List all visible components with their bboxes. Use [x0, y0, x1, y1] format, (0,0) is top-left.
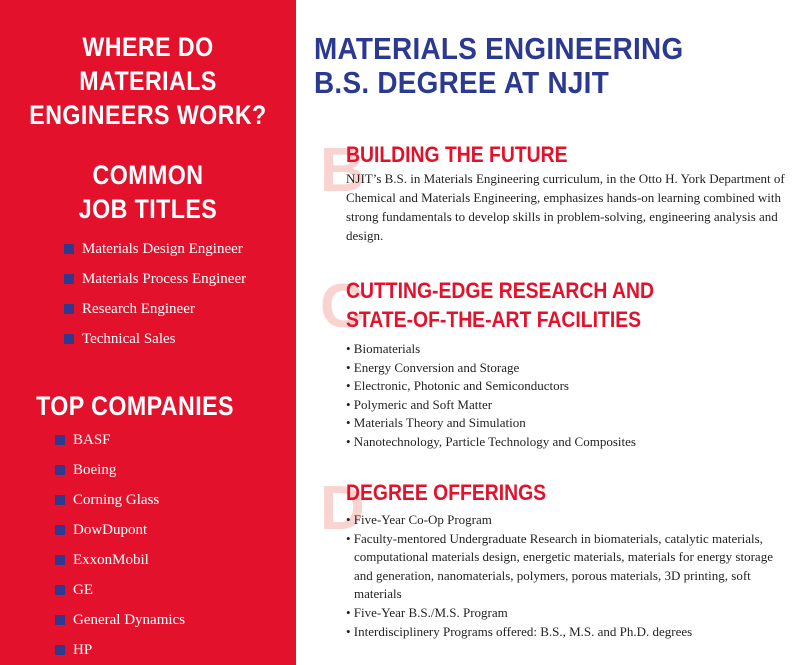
square-bullet-icon [55, 465, 65, 475]
job-title: Materials Design Engineer [82, 240, 243, 257]
research-list [346, 340, 790, 452]
square-bullet-icon [64, 244, 74, 254]
where-work-heading [21, 30, 276, 132]
section-degree-offerings [320, 474, 790, 641]
list-item [55, 545, 185, 575]
list-item [55, 635, 185, 665]
square-bullet-icon [55, 495, 65, 505]
company-name: Boeing [73, 461, 117, 478]
job-titles-heading [21, 158, 276, 226]
list-item: • Five-Year Co-Op Program [346, 512, 492, 527]
company-name: DowDupont [73, 521, 148, 538]
job-title: Materials Process Engineer [82, 270, 247, 287]
square-bullet-icon [64, 304, 74, 314]
section-heading [346, 276, 737, 334]
list-item [55, 485, 185, 515]
top-companies-heading: TOP COMPANIES [36, 391, 234, 421]
page-title [314, 32, 746, 100]
list-item: • Electronic, Photonic and Semiconductors [346, 378, 569, 394]
title-line: MATERIALS ENGINEERING [314, 31, 684, 66]
heading-line: MATERIALS [79, 66, 217, 96]
list-item: • Polymeric and Soft Matter [346, 396, 493, 412]
square-bullet-icon [64, 334, 74, 344]
section-building-future [320, 136, 790, 245]
drop-letter: D [320, 474, 365, 543]
list-item: • Energy Conversion and Storage [346, 359, 520, 375]
list-item [55, 425, 185, 455]
list-item: • Nanotechnology, Particle Technology and Composites [346, 433, 636, 449]
list-item [64, 324, 246, 354]
list-item: • Materials Theory and Simulation [346, 415, 526, 431]
square-bullet-icon [55, 525, 65, 535]
list-item: • Five-Year B.S./M.S. Program [346, 604, 508, 620]
job-titles-list [64, 234, 246, 354]
square-bullet-icon [55, 615, 65, 625]
company-name: HP [73, 641, 93, 658]
company-name: BASF [73, 431, 111, 448]
sidebar-panel [0, 0, 296, 665]
degree-list [346, 511, 790, 641]
main-content [296, 0, 796, 665]
heading-line: COMMON [92, 160, 204, 190]
job-title: Research Engineer [82, 300, 195, 317]
square-bullet-icon [55, 555, 65, 565]
drop-letter: C [320, 272, 365, 341]
company-name: Corning Glass [73, 491, 160, 508]
square-bullet-icon [55, 435, 65, 445]
list-item [64, 264, 246, 294]
list-item: • Faculty-mentored Undergraduate Research in biomaterials, catalytic materials, computational materials design, energetic materials, materials for energy storage and generation, nanomaterials, polymers, porous materials, 3D printing, soft materials [346, 530, 773, 602]
list-item [55, 605, 185, 635]
title-line: B.S. DEGREE AT NJIT [314, 65, 610, 100]
square-bullet-icon [64, 274, 74, 284]
list-item: • Biomaterials [346, 341, 421, 356]
section-body: NJIT’s B.S. in Materials Engineering curriculum, in the Otto H. York Department of Chemical and Materials Engineering, emphasizes hands-on learning combined with strong fundamentals to develop skills in problem-solving, engineering analysis and design. [346, 171, 785, 243]
list-item [55, 455, 185, 485]
heading-line: BUILDING THE FUTURE [346, 142, 568, 167]
list-item [64, 234, 246, 264]
heading-line: DEGREE OFFERINGS [346, 480, 547, 505]
section-heading [346, 140, 737, 169]
drop-letter: B [320, 136, 365, 205]
companies-list [55, 425, 185, 665]
list-item [55, 575, 185, 605]
heading-line: ENGINEERS WORK? [29, 100, 267, 130]
square-bullet-icon [55, 585, 65, 595]
heading-line: JOB TITLES [78, 194, 218, 224]
company-name: GE [73, 581, 93, 598]
job-title: Technical Sales [82, 330, 176, 347]
list-item: • Interdisciplinery Programs offered: B.S., M.S. and Ph.D. degrees [346, 623, 693, 639]
list-item [64, 294, 246, 324]
heading-line: CUTTING-EDGE RESEARCH AND [346, 278, 654, 303]
square-bullet-icon [55, 645, 65, 655]
section-research-facilities [320, 272, 790, 452]
section-heading [346, 478, 737, 507]
list-item [55, 515, 185, 545]
company-name: ExxonMobil [73, 551, 149, 568]
company-name: General Dynamics [73, 611, 186, 628]
heading-line: STATE-OF-THE-ART FACILITIES [346, 307, 642, 332]
heading-line: WHERE DO [82, 32, 214, 62]
